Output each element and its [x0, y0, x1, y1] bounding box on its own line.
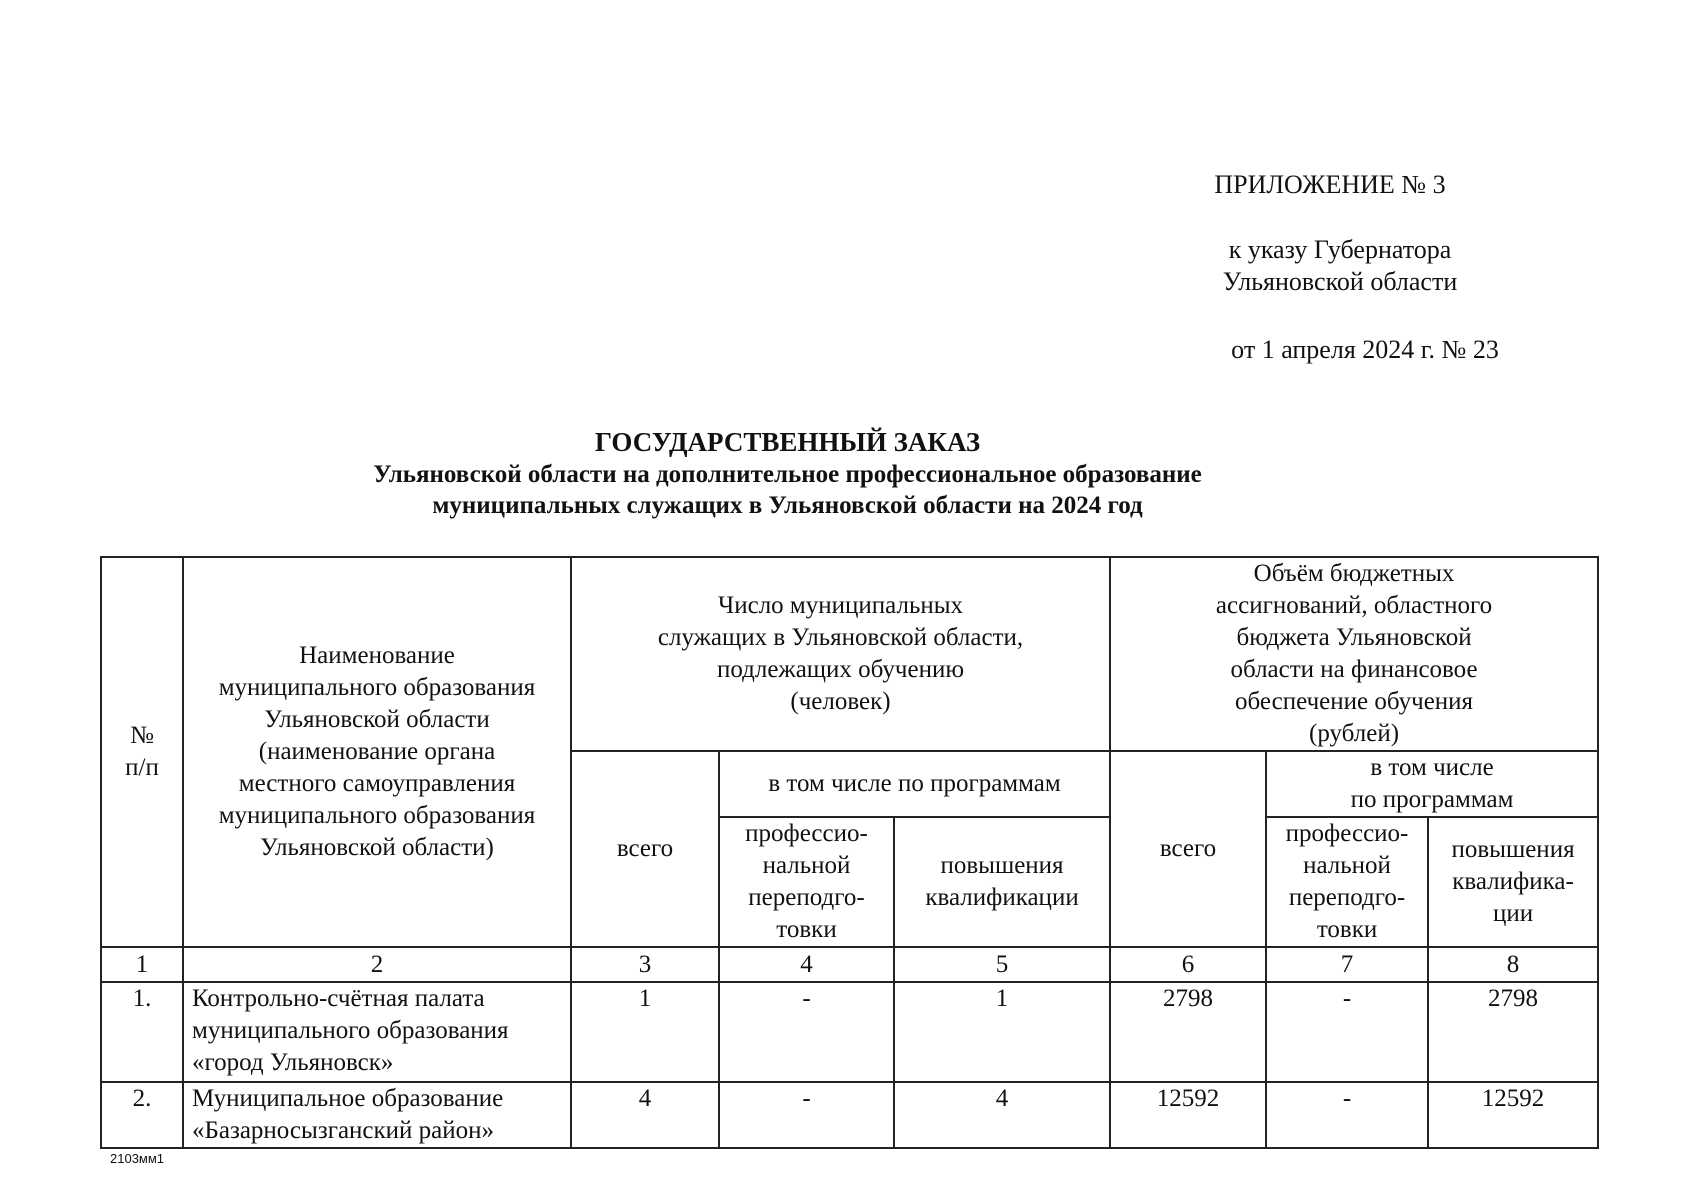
column-number: 5	[894, 947, 1110, 982]
header-row-1	[101, 557, 1598, 751]
row-qualification: 1	[894, 982, 1110, 1082]
header-budget-including: в том числе по программам	[1266, 751, 1598, 817]
appendix-title: ПРИЛОЖЕНИЕ № 3	[1214, 170, 1446, 199]
row-budget-retraining: -	[1266, 1082, 1428, 1148]
appendix-reference-line2: Ульяновской области	[1222, 267, 1458, 296]
row-num: 2.	[101, 1082, 183, 1148]
header-budget: Объём бюджетных ассигнований, областного бюджета Ульяновской области на финансовое обеспечение обучения (рублей)	[1110, 557, 1598, 751]
document-subtitle-line2: муниципальных служащих в Ульяновской области на 2024 год	[432, 492, 1143, 519]
row-budget-qualification: 12592	[1428, 1082, 1598, 1148]
header-count-retraining: профессио- нальной переподго- товки	[719, 817, 894, 947]
header-num: № п/п	[101, 557, 183, 947]
row-qualification: 4	[894, 1082, 1110, 1148]
header-budget-qualification: повышения квалифика- ции	[1428, 817, 1598, 947]
row-retraining: -	[719, 1082, 894, 1148]
table-row	[101, 1082, 1598, 1148]
header-budget-total: всего	[1110, 751, 1266, 947]
header-count-qualification: повышения квалификации	[894, 817, 1110, 947]
appendix-date: от 1 апреля 2024 г. № 23	[1231, 335, 1499, 364]
appendix-reference	[1190, 234, 1490, 298]
row-name: Контрольно-счётная палата муниципального образования «город Ульяновск»	[183, 982, 571, 1082]
column-number: 7	[1266, 947, 1428, 982]
row-budget-total: 2798	[1110, 982, 1266, 1082]
row-budget-total: 12592	[1110, 1082, 1266, 1148]
row-num: 1.	[101, 982, 183, 1082]
header-budget-retraining: профессио- нальной переподго- товки	[1266, 817, 1428, 947]
column-number-row	[101, 947, 1598, 982]
document-subtitle-line1: Ульяновской области на дополнительное профессиональное образование	[373, 461, 1202, 488]
column-number: 6	[1110, 947, 1266, 982]
column-number: 1	[101, 947, 183, 982]
column-number: 4	[719, 947, 894, 982]
appendix-reference-line1: к указу Губернатора	[1228, 235, 1452, 264]
document-title: ГОСУДАРСТВЕННЫЙ ЗАКАЗ	[594, 427, 981, 457]
header-employee-count: Число муниципальных служащих в Ульяновской области, подлежащих обучению (человек)	[571, 557, 1110, 751]
header-name: Наименование муниципального образования Ульяновской области (наименование органа местного самоуправления муниципального образования Ульяновской области)	[183, 557, 571, 947]
header-count-total: всего	[571, 751, 719, 947]
table-row	[101, 982, 1598, 1082]
row-name: Муниципальное образование «Базарносызганский район»	[183, 1082, 571, 1148]
row-budget-retraining: -	[1266, 982, 1428, 1082]
column-number: 8	[1428, 947, 1598, 982]
header-count-including: в том числе по программам	[719, 751, 1110, 817]
row-retraining: -	[719, 982, 894, 1082]
column-number: 3	[571, 947, 719, 982]
row-budget-qualification: 2798	[1428, 982, 1598, 1082]
document-stamp: 2103мм1	[110, 1151, 165, 1166]
column-number: 2	[183, 947, 571, 982]
state-order-table	[100, 556, 1599, 1149]
row-total: 1	[571, 982, 719, 1082]
row-total: 4	[571, 1082, 719, 1148]
